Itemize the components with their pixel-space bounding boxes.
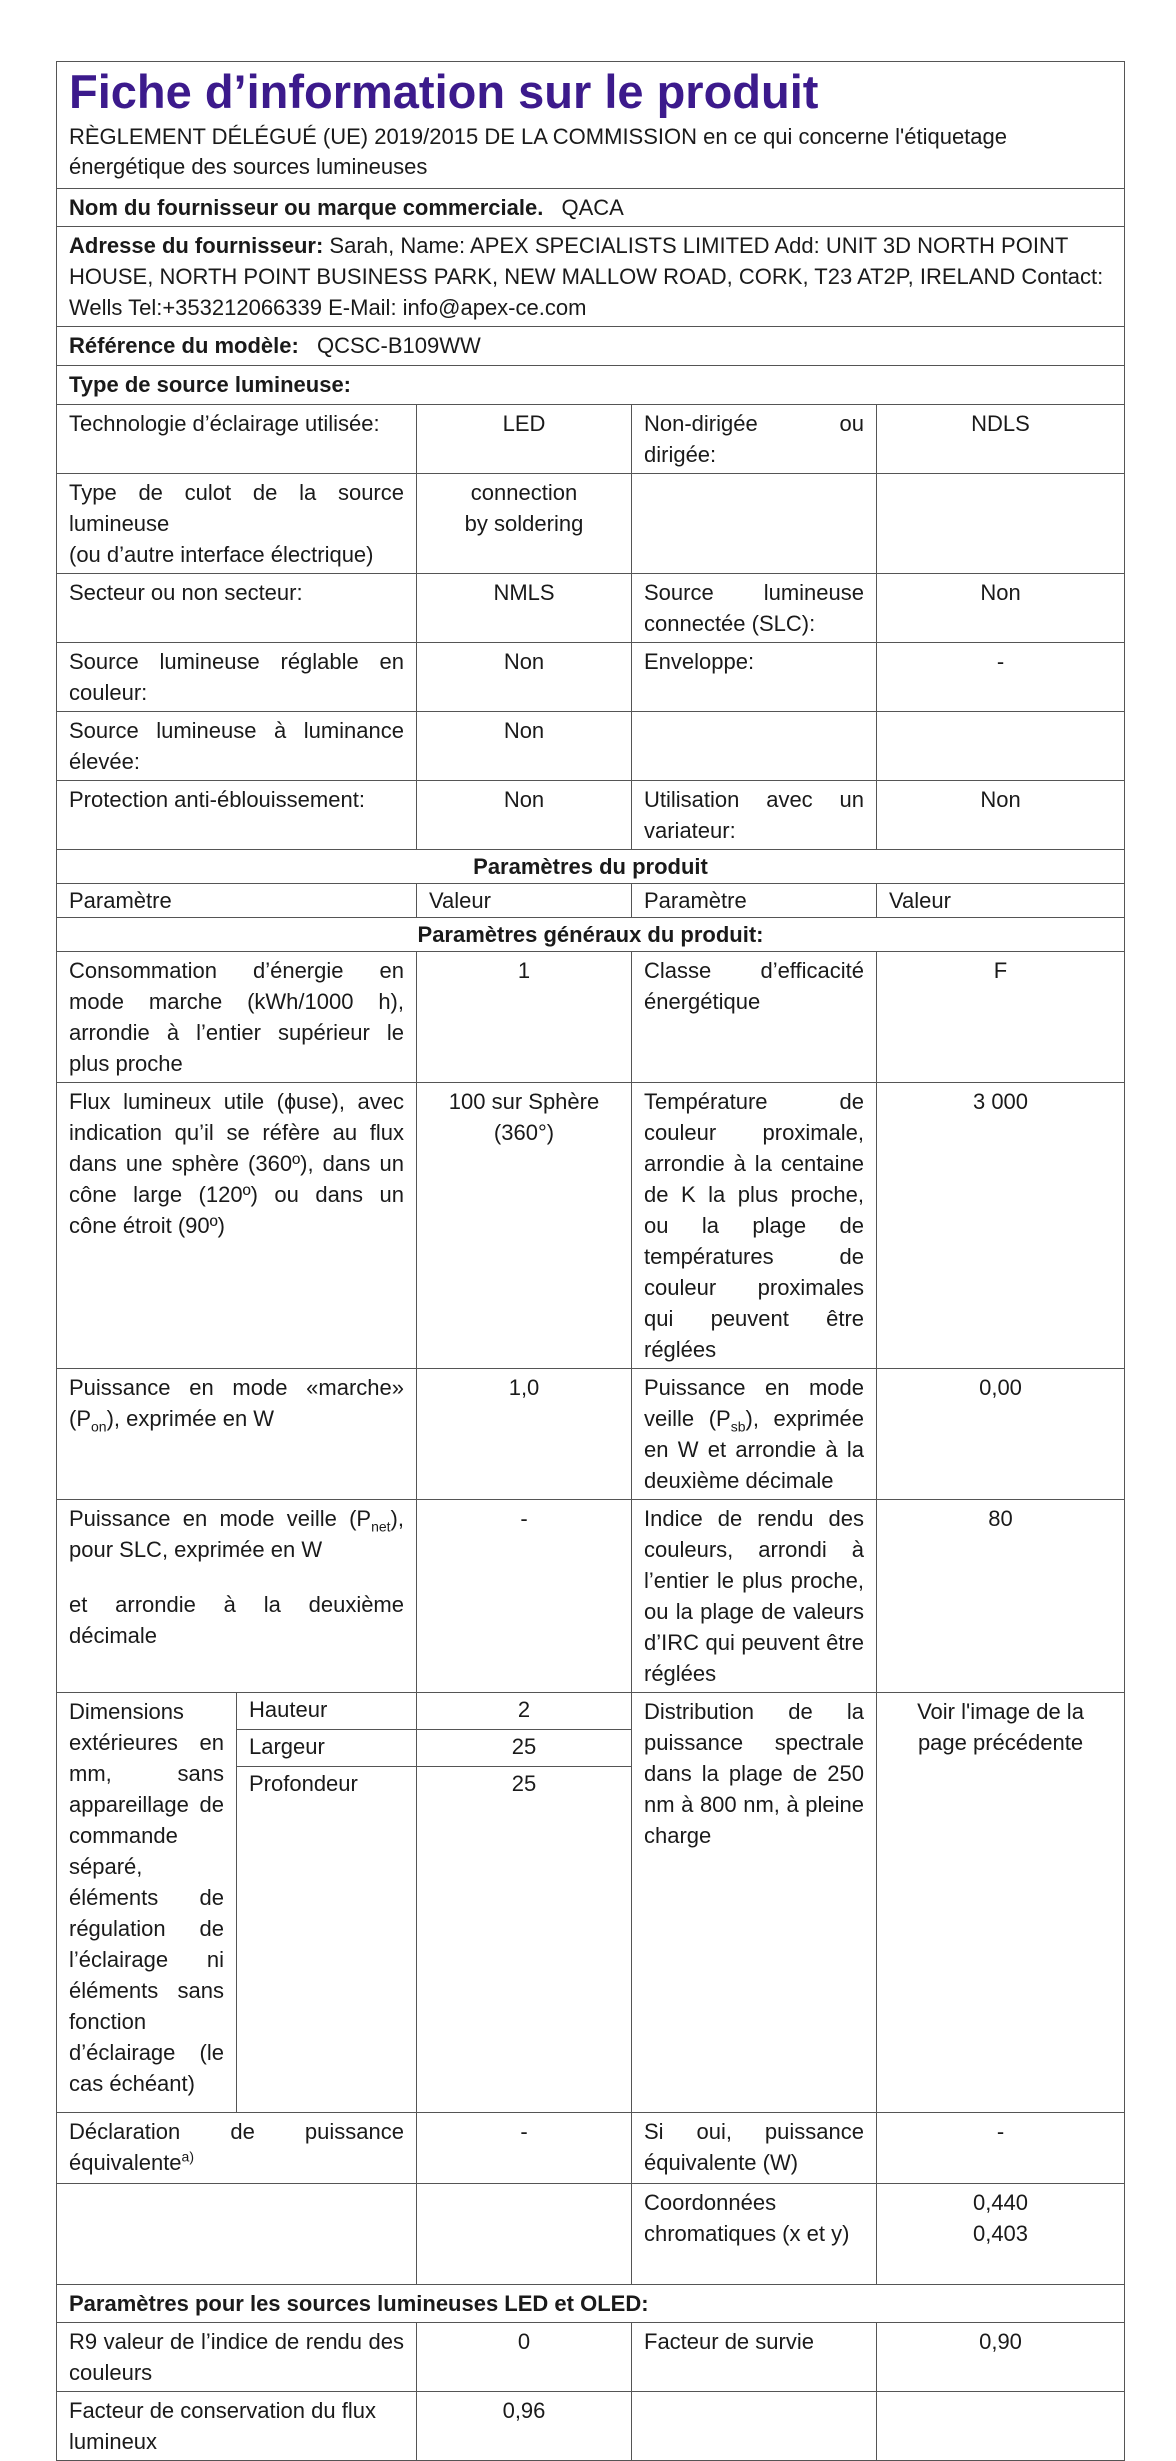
led-params-heading-row (57, 2285, 1125, 2323)
width-label: Largeur (237, 1730, 417, 1767)
cap-type-label: Type de culot de la source lumineuse (69, 480, 404, 536)
title-row (57, 62, 1125, 189)
cri-value: 80 (877, 1500, 1125, 1693)
energy-consumption-value: 1 (417, 952, 632, 1083)
spectral-value: Voir l'image de la page précédente (877, 1693, 1125, 2113)
survival-value: 0,90 (877, 2323, 1125, 2392)
height-label: Hauteur (237, 1693, 417, 1730)
net-standby-label-pre: Puissance en mode veille (P (69, 1506, 372, 1531)
cap-type-row (57, 474, 1125, 574)
width-value: 25 (417, 1730, 632, 1767)
standby-label-pre: Puissance en mode veille (P (644, 1375, 864, 1431)
model-label: Référence du modèle: (69, 333, 299, 358)
slc-value: Non (877, 574, 1125, 643)
model-cell (57, 327, 1125, 366)
regulation-text: RÈGLEMENT DÉLÉGUÉ (UE) 2019/2015 DE LA COMMISSION en ce qui concerne l'étiquetage énergétique des sources lumineuses (69, 124, 1007, 179)
cap-type-empty-2 (877, 474, 1125, 574)
r9-label: R9 valeur de l’indice de rendu des couleurs (57, 2323, 417, 2392)
depth-label: Profondeur (237, 1767, 417, 2113)
net-standby-label-cell (57, 1500, 417, 1693)
anti-glare-label: Protection anti-éblouissement: (57, 781, 417, 850)
chromaticity-value-cell (877, 2184, 1125, 2285)
product-information-sheet (56, 61, 1124, 2461)
energy-consumption-label: Consommation d’énergie en mode marche (kWh/1000 h), arrondie à l’entier supérieur le plus proche (57, 952, 417, 1083)
source-type-heading-row (57, 366, 1125, 405)
model-value: QCSC-B109WW (316, 333, 481, 358)
cap-type-value: connection by soldering (417, 474, 632, 574)
net-standby-label-post-2: et arrondie à la deuxième décimale (69, 1592, 404, 1648)
equivalent-label-cell (57, 2113, 417, 2184)
standby-value: 0,00 (877, 1369, 1125, 1500)
mains-value: NMLS (417, 574, 632, 643)
source-type-heading: Type de source lumineuse: (57, 366, 1125, 405)
envelope-value: - (877, 643, 1125, 712)
dimmable-value: Non (877, 781, 1125, 850)
column-header-value-2: Valeur (877, 884, 1125, 918)
r9-row (57, 2323, 1125, 2392)
high-luminance-empty-1 (632, 712, 877, 781)
net-standby-value: - (417, 1500, 632, 1693)
chromaticity-row (57, 2184, 1125, 2285)
column-header-value-1: Valeur (417, 884, 632, 918)
page-title: Fiche d’information sur le produit (69, 65, 819, 118)
supplier-address-cell (57, 227, 1125, 327)
survival-label: Facteur de survie (632, 2323, 877, 2392)
column-header-param-2: Paramètre (632, 884, 877, 918)
on-power-label-post: ), exprimée en W (106, 1406, 275, 1431)
technology-value: LED (417, 405, 632, 474)
equivalent-power-value: - (877, 2113, 1125, 2184)
cap-type-empty-1 (632, 474, 877, 574)
supplier-name-cell (57, 189, 1125, 227)
dimmable-label: Utilisation avec un variateur: (632, 781, 877, 850)
flux-label: Flux lumineux utile (ɸuse), avec indication qu’il se réfère au flux dans une sphère (360º), dans un cône large (120º) ou dans un cône étroit (90º) (57, 1083, 417, 1369)
high-luminance-label: Source lumineuse à luminance élevée: (57, 712, 417, 781)
chromaticity-label: Coordonnées chromatiques (x et y) (632, 2184, 877, 2285)
model-row (57, 327, 1125, 366)
colour-tunable-row (57, 643, 1125, 712)
lumen-maintenance-label: Facteur de conservation du flux lumineux (57, 2392, 417, 2461)
energy-class-label: Classe d’efficacité énergétique (632, 952, 877, 1083)
on-power-row (57, 1369, 1125, 1500)
technology-label: Technologie d’éclairage utilisée: (57, 405, 417, 474)
supplier-address-value: Sarah, Name: APEX SPECIALISTS LIMITED Add: UNIT 3D NORTH POINT HOUSE, NORTH POINT BUSINESS PARK, NEW MALLOW ROAD, CORK, T23 AT2P, IRELAND Contact: Wells Tel:+353212066339 E-Mail: info@apex-ce.com (69, 233, 1104, 320)
supplier-name-label: Nom du fournisseur ou marque commerciale. (69, 195, 544, 220)
equivalent-power-label: Si oui, puissance équivalente (W) (632, 2113, 877, 2184)
chromaticity-empty-2 (417, 2184, 632, 2285)
chromaticity-empty-1 (57, 2184, 417, 2285)
anti-glare-row (57, 781, 1125, 850)
product-info-table (56, 61, 1125, 2461)
product-params-heading-row (57, 850, 1125, 884)
equivalent-power-row (57, 2113, 1125, 2184)
on-power-value: 1,0 (417, 1369, 632, 1500)
directional-value: NDLS (877, 405, 1125, 474)
net-standby-label-post-1: ), pour SLC, exprimée en W (69, 1506, 404, 1562)
cct-value: 3 000 (877, 1083, 1125, 1369)
envelope-label: Enveloppe: (632, 643, 877, 712)
supplier-name-value: QACA (561, 195, 624, 220)
high-luminance-row (57, 712, 1125, 781)
general-params-heading: Paramètres généraux du produit: (57, 918, 1125, 952)
led-params-heading: Paramètres pour les sources lumineuses LED et OLED: (57, 2285, 1125, 2323)
general-params-heading-row (57, 918, 1125, 952)
equivalent-footnote-mark: a) (181, 2148, 194, 2165)
flux-row (57, 1083, 1125, 1369)
lumen-maintenance-value: 0,96 (417, 2392, 632, 2461)
cri-label: Indice de rendu des couleurs, arrondi à l’entier le plus proche, ou la plage de valeurs d’IRC qui peuvent être réglées (632, 1500, 877, 1693)
supplier-name-row (57, 189, 1125, 227)
anti-glare-value: Non (417, 781, 632, 850)
energy-consumption-row (57, 952, 1125, 1083)
spectral-label: Distribution de la puissance spectrale dans la plage de 250 nm à 800 nm, à pleine charge (632, 1693, 877, 2113)
mains-label: Secteur ou non secteur: (57, 574, 417, 643)
column-header-param-1: Paramètre (57, 884, 417, 918)
dimensions-label: Dimensions extérieures en mm, sans appareillage de commande séparé, éléments de régulation de l’éclairage ni éléments sans fonction d’éclairage (le cas échéant) (57, 1693, 237, 2113)
on-power-label-sub: on (91, 1418, 107, 1435)
high-luminance-value: Non (417, 712, 632, 781)
chromaticity-y-value: 0,403 (972, 2221, 1029, 2246)
equivalent-value: - (417, 2113, 632, 2184)
column-header-row (57, 884, 1125, 918)
lumen-maintenance-empty-1 (632, 2392, 877, 2461)
on-power-label-pre: Puissance en mode «marche» (P (69, 1375, 404, 1431)
r9-value: 0 (417, 2323, 632, 2392)
standby-label-cell (632, 1369, 877, 1500)
on-power-label-cell (57, 1369, 417, 1500)
title-cell (57, 62, 1125, 189)
height-value: 2 (417, 1693, 632, 1730)
equivalent-label: Déclaration de puissance équivalente (69, 2119, 404, 2175)
colour-tunable-label: Source lumineuse réglable en couleur: (57, 643, 417, 712)
colour-tunable-value: Non (417, 643, 632, 712)
net-standby-label-sub: net (371, 1518, 391, 1535)
standby-label-post: ), exprimée en W et arrondie à la deuxième décimale (644, 1406, 864, 1493)
slc-label: Source lumineuse connectée (SLC): (632, 574, 877, 643)
depth-value: 25 (417, 1767, 632, 2113)
cap-type-label-note: (ou d’autre interface électrique) (69, 542, 374, 567)
cap-type-label-cell (57, 474, 417, 574)
standby-label-sub: sb (730, 1418, 746, 1435)
technology-row (57, 405, 1125, 474)
dimensions-height-row (57, 1693, 1125, 1730)
lumen-maintenance-empty-2 (877, 2392, 1125, 2461)
lumen-maintenance-row (57, 2392, 1125, 2461)
chromaticity-x-value: 0,440 (972, 2190, 1029, 2215)
high-luminance-empty-2 (877, 712, 1125, 781)
supplier-address-label: Adresse du fournisseur: (69, 233, 324, 258)
directional-label: Non-dirigée ou dirigée: (632, 405, 877, 474)
energy-class-value: F (877, 952, 1125, 1083)
product-params-heading: Paramètres du produit (57, 850, 1125, 884)
supplier-address-row (57, 227, 1125, 327)
net-standby-row (57, 1500, 1125, 1693)
mains-row (57, 574, 1125, 643)
flux-value: 100 sur Sphère (360°) (417, 1083, 632, 1369)
cct-label: Température de couleur proximale, arrondie à la centaine de K la plus proche, ou la plage de températures de couleur proximales qui peuvent être réglées (632, 1083, 877, 1369)
